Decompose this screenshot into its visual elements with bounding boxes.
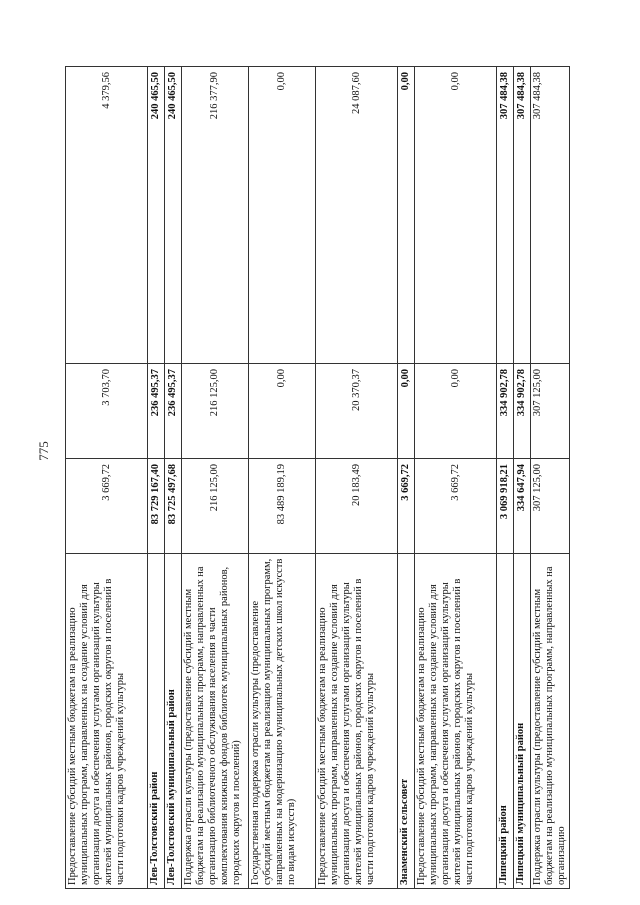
row-name: Лев-Толстовский муниципальный район xyxy=(165,554,182,889)
row-name: Липецкий район xyxy=(497,554,514,889)
rotated-table-wrapper xyxy=(65,67,585,889)
table-row xyxy=(249,67,316,889)
row-value-2: 334 902,78 xyxy=(497,364,514,459)
row-value-1: 334 647,94 xyxy=(514,459,531,554)
row-value-1: 83 489 189,19 xyxy=(249,459,316,554)
row-value-1: 307 125,00 xyxy=(531,459,570,554)
table-row xyxy=(398,67,415,889)
row-value-1: 83 725 497,68 xyxy=(165,459,182,554)
row-value-3: 216 377,90 xyxy=(182,67,249,364)
row-value-3: 4 379,56 xyxy=(66,67,148,364)
row-name: Государственная поддержка отрасли культуры (предоставление субсидий местным бюджетам на реализацию муниципальных программ, направленных на модернизацию муниципальных детских школ искусств по видам искусств) xyxy=(249,554,316,889)
budget-table xyxy=(65,66,570,889)
row-name: Предоставление субсидий местным бюджетам на реализацию муниципальных программ, направленных на создание условий для организации досуга и обеспечения услугами организаций культуры жителей муниципальных районов, городских округов и поселений в части подготовки кадров учреждений культуры xyxy=(66,554,148,889)
table-row xyxy=(497,67,514,889)
row-value-3: 0,00 xyxy=(415,67,497,364)
table-row xyxy=(316,67,398,889)
page-number: 775 xyxy=(36,441,51,461)
row-value-1: 216 125,00 xyxy=(182,459,249,554)
row-value-2: 216 125,00 xyxy=(182,364,249,459)
row-name: Поддержка отрасли культуры (предоставление субсидий местным бюджетам на реализацию муниципальных программ, направленных на организацию библиотечного обслуживания населения в части комплектования книжных фондов библиотек муниципальных районов, городских округов и поселений) xyxy=(182,554,249,889)
row-value-1: 20 183,49 xyxy=(316,459,398,554)
row-value-2: 236 495,37 xyxy=(148,364,165,459)
row-name: Знаменский сельсовет xyxy=(398,554,415,889)
table-row xyxy=(148,67,165,889)
row-value-3: 240 465,50 xyxy=(148,67,165,364)
table-row xyxy=(182,67,249,889)
row-value-3: 307 484,38 xyxy=(497,67,514,364)
table-row xyxy=(165,67,182,889)
row-value-1: 83 729 167,40 xyxy=(148,459,165,554)
row-value-1: 3 069 918,21 xyxy=(497,459,514,554)
row-value-1: 3 669,72 xyxy=(415,459,497,554)
row-value-2: 236 495,37 xyxy=(165,364,182,459)
row-value-1: 3 669,72 xyxy=(398,459,415,554)
row-value-2: 0,00 xyxy=(398,364,415,459)
row-name: Лев-Толстовский район xyxy=(148,554,165,889)
table-row xyxy=(415,67,497,889)
row-value-3: 0,00 xyxy=(249,67,316,364)
row-value-3: 240 465,50 xyxy=(165,67,182,364)
row-name: Предоставление субсидий местным бюджетам на реализацию муниципальных программ, направленных на создание условий для организации досуга и обеспечения услугами организаций культуры жителей муниципальных районов, городских округов и поселений в части подготовки кадров учреждений культуры xyxy=(415,554,497,889)
table-row xyxy=(514,67,531,889)
row-value-2: 0,00 xyxy=(249,364,316,459)
row-value-2: 0,00 xyxy=(415,364,497,459)
row-value-2: 334 902,78 xyxy=(514,364,531,459)
row-value-1: 3 669,72 xyxy=(66,459,148,554)
row-name: Предоставление субсидий местным бюджетам на реализацию муниципальных программ, направленных на создание условий для организации досуга и обеспечения услугами организаций культуры жителей муниципальных районов, городских округов и поселений в части подготовки кадров учреждений культуры xyxy=(316,554,398,889)
row-value-3: 307 484,38 xyxy=(514,67,531,364)
row-name: Липецкий муниципальный район xyxy=(514,554,531,889)
row-value-2: 3 703,70 xyxy=(66,364,148,459)
table-row xyxy=(531,67,570,889)
row-value-2: 307 125,00 xyxy=(531,364,570,459)
row-name: Поддержка отрасли культуры (предоставление субсидий местным бюджетам на реализацию муниципальных программ, направленных на организацию xyxy=(531,554,570,889)
row-value-2: 20 370,37 xyxy=(316,364,398,459)
row-value-3: 307 484,38 xyxy=(531,67,570,364)
row-value-3: 0,00 xyxy=(398,67,415,364)
row-value-3: 24 087,60 xyxy=(316,67,398,364)
table-row xyxy=(66,67,148,889)
